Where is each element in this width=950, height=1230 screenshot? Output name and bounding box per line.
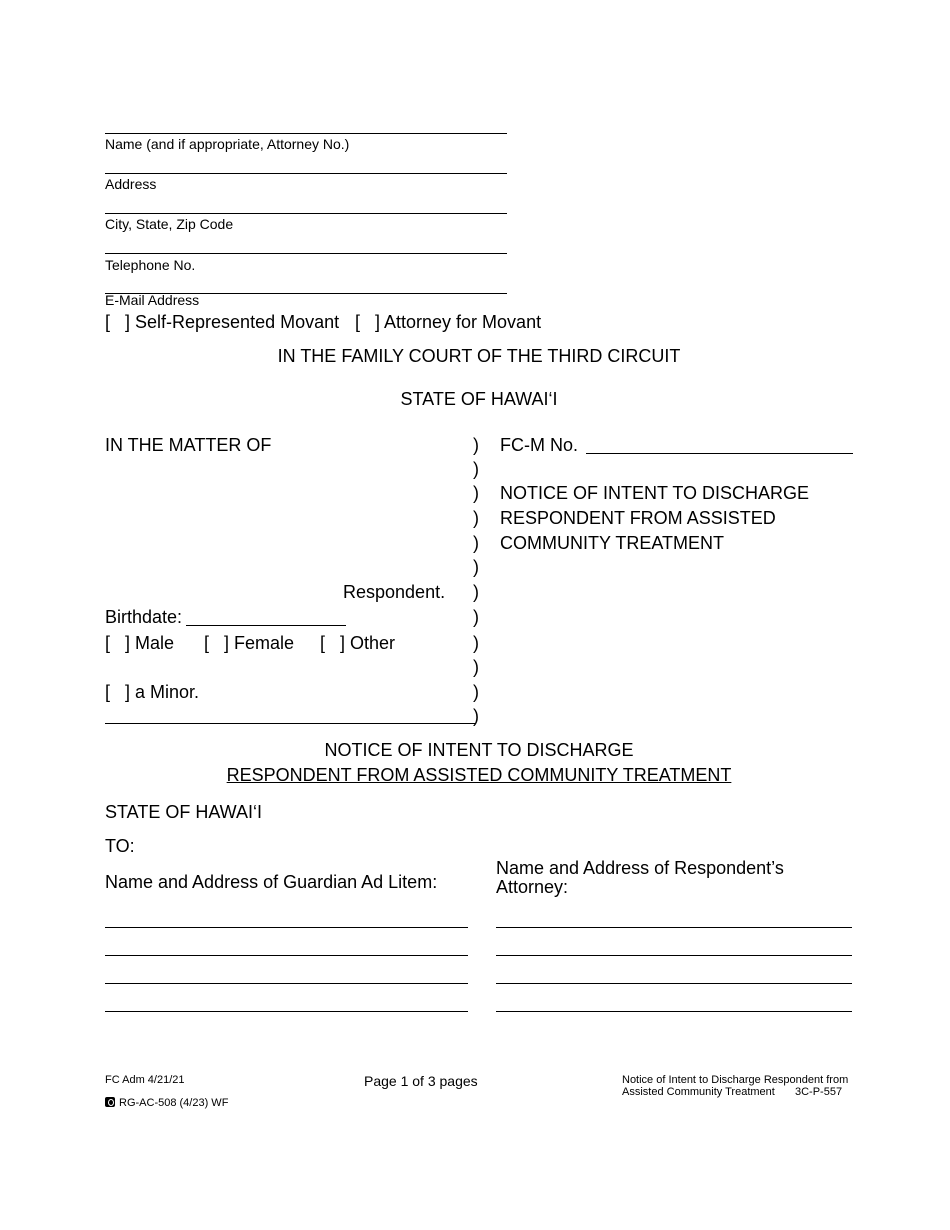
respondent-attorney-label-2: Attorney: bbox=[496, 877, 569, 897]
caption-paren: ) bbox=[473, 435, 479, 455]
caption-paren: ) bbox=[473, 682, 479, 702]
attorney-for-movant-checkbox[interactable]: [ ] Attorney for Movant bbox=[355, 312, 542, 332]
caption-paren: ) bbox=[473, 633, 479, 653]
footer-form-number: 3C-P-557 bbox=[795, 1086, 843, 1098]
document-title-line3: COMMUNITY TREATMENT bbox=[500, 533, 724, 553]
court-name: IN THE FAMILY COURT OF THE THIRD CIRCUIT bbox=[277, 346, 681, 366]
case-number-field-line[interactable] bbox=[586, 453, 853, 454]
birthdate-field-line[interactable] bbox=[186, 625, 346, 626]
name-label: Name (and if appropriate, Attorney No.) bbox=[105, 136, 350, 152]
caption-paren: ) bbox=[473, 459, 479, 479]
self-represented-checkbox[interactable]: [ ] Self-Represented Movant bbox=[105, 312, 340, 332]
respondent-label: Respondent. bbox=[343, 582, 446, 602]
form-date: FC Adm 4/21/21 bbox=[105, 1074, 185, 1086]
caption-bottom-line bbox=[105, 723, 475, 724]
footer-title-1: Notice of Intent to Discharge Respondent from bbox=[622, 1074, 849, 1086]
case-number-label: FC-M No. bbox=[500, 435, 578, 455]
court-state: STATE OF HAWAI‘I bbox=[400, 389, 558, 409]
guardian-address-line[interactable] bbox=[105, 1011, 468, 1012]
city-label: City, State, Zip Code bbox=[105, 216, 234, 232]
notice-heading: NOTICE OF INTENT TO DISCHARGE bbox=[324, 740, 634, 760]
to-label: TO: bbox=[105, 836, 135, 856]
in-the-matter-of: IN THE MATTER OF bbox=[105, 435, 272, 455]
form-code-row bbox=[105, 1097, 228, 1109]
email-label: E-Mail Address bbox=[105, 292, 200, 308]
notice-subheading: RESPONDENT FROM ASSISTED COMMUNITY TREATMENT bbox=[226, 765, 732, 785]
address-label: Address bbox=[105, 176, 157, 192]
respondent-attorney-label-1: Name and Address of Respondent’s bbox=[496, 858, 784, 878]
caption-paren: ) bbox=[473, 557, 479, 577]
form-code: RG-AC-508 (4/23) WF bbox=[119, 1097, 229, 1109]
male-checkbox[interactable]: [ ] Male bbox=[105, 633, 175, 653]
telephone-field-line[interactable] bbox=[105, 253, 507, 254]
attorney-address-line[interactable] bbox=[496, 955, 852, 956]
accessibility-icon bbox=[105, 1097, 115, 1107]
address-field-line[interactable] bbox=[105, 173, 507, 174]
attorney-address-line[interactable] bbox=[496, 927, 852, 928]
city-field-line[interactable] bbox=[105, 213, 507, 214]
minor-checkbox[interactable]: [ ] a Minor. bbox=[105, 682, 200, 702]
caption-paren: ) bbox=[473, 533, 479, 553]
attorney-address-line[interactable] bbox=[496, 1011, 852, 1012]
name-field-line[interactable] bbox=[105, 133, 507, 134]
caption-paren: ) bbox=[473, 657, 479, 677]
female-checkbox[interactable]: [ ] Female bbox=[204, 633, 295, 653]
notice-state: STATE OF HAWAI‘I bbox=[105, 802, 262, 822]
caption-paren: ) bbox=[473, 706, 479, 726]
guardian-ad-litem-label: Name and Address of Guardian Ad Litem: bbox=[105, 872, 438, 892]
caption-paren: ) bbox=[473, 582, 479, 602]
page-number: Page 1 of 3 pages bbox=[364, 1073, 478, 1089]
birthdate-label: Birthdate: bbox=[105, 607, 183, 627]
caption-paren: ) bbox=[473, 508, 479, 528]
attorney-address-line[interactable] bbox=[496, 983, 852, 984]
other-checkbox[interactable]: [ ] Other bbox=[320, 633, 396, 653]
footer-title-2: Assisted Community Treatment bbox=[622, 1086, 775, 1098]
document-title-line2: RESPONDENT FROM ASSISTED bbox=[500, 508, 776, 528]
guardian-address-line[interactable] bbox=[105, 927, 468, 928]
guardian-address-line[interactable] bbox=[105, 983, 468, 984]
document-title-line1: NOTICE OF INTENT TO DISCHARGE bbox=[500, 483, 810, 503]
caption-paren: ) bbox=[473, 483, 479, 503]
telephone-label: Telephone No. bbox=[105, 257, 196, 273]
caption-paren: ) bbox=[473, 607, 479, 627]
guardian-address-line[interactable] bbox=[105, 955, 468, 956]
